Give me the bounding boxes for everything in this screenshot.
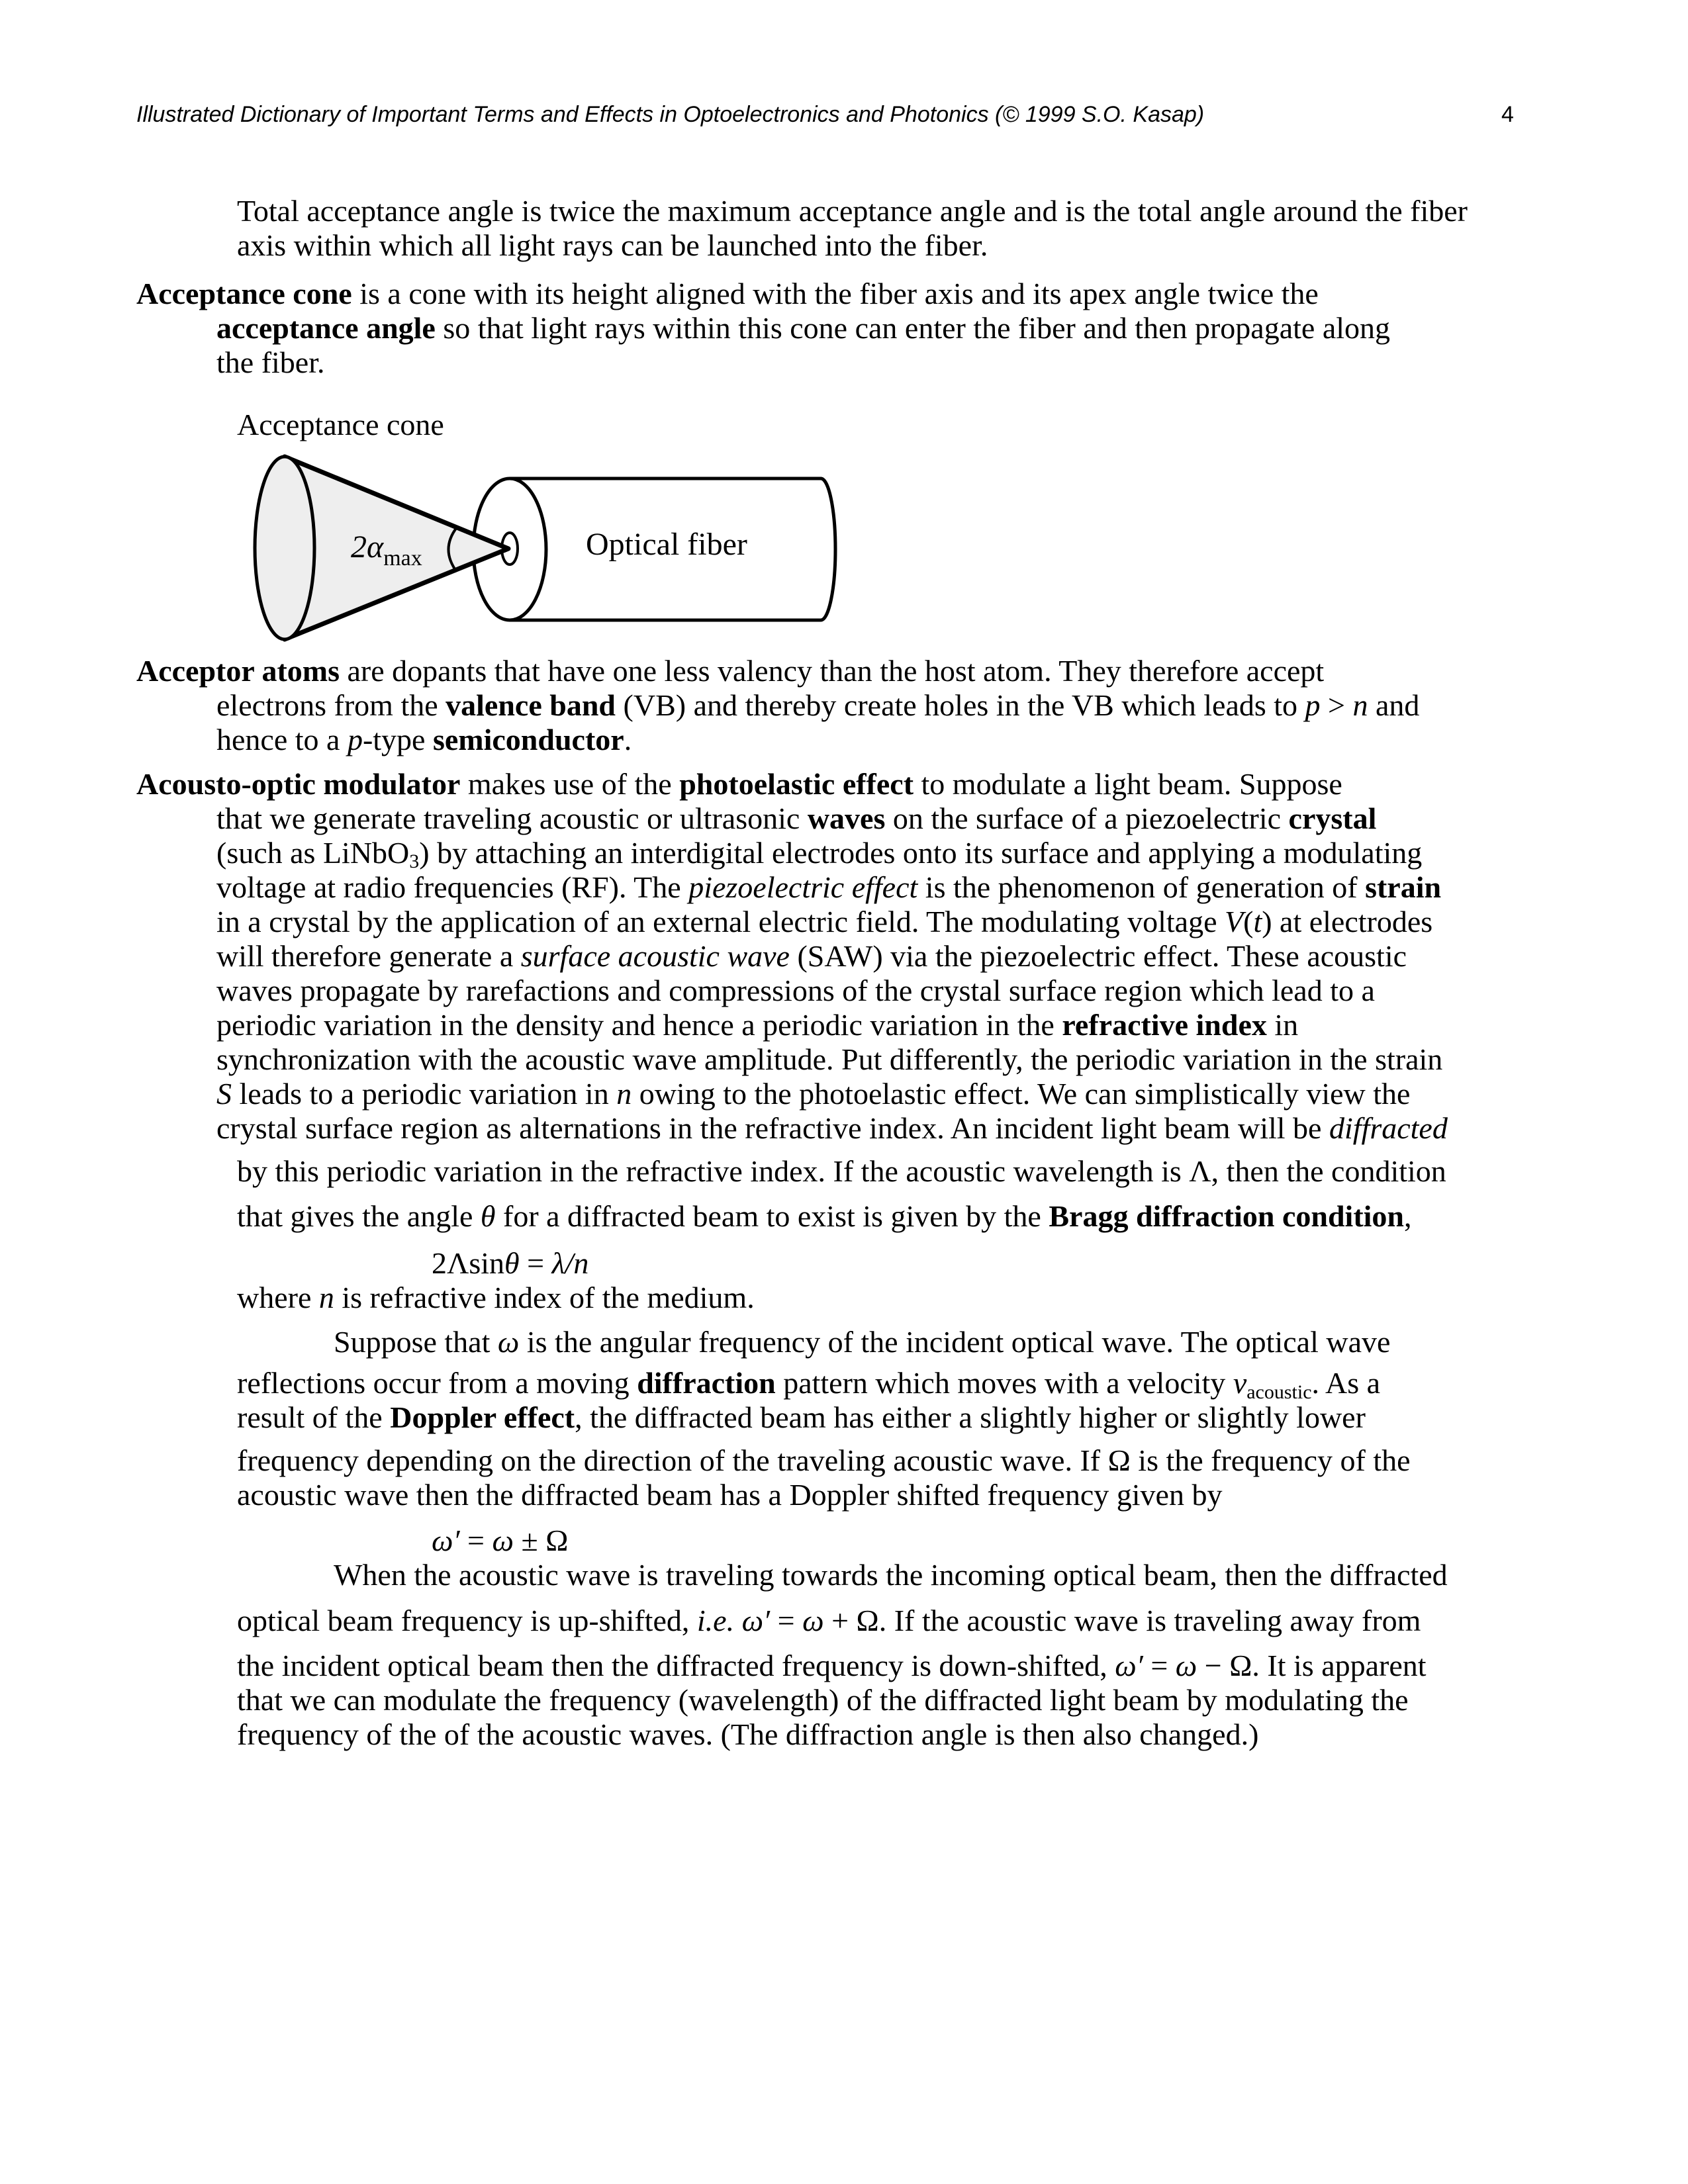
text-run: voltage at radio frequencies (RF). The: [216, 870, 689, 904]
text-run: Suppose that: [334, 1325, 498, 1359]
text-run: frequency depending on the direction of the traveling acoustic wave. If Ω is the frequency of the: [237, 1443, 1411, 1477]
text-line: [237, 1400, 1366, 1435]
italic-text: diffracted: [1329, 1111, 1448, 1145]
italic-text: λ/n: [551, 1246, 589, 1280]
text-run: result of the: [237, 1400, 391, 1434]
text-line: [216, 1042, 1442, 1077]
bold-term: waves: [807, 801, 886, 835]
text-line: [237, 1154, 1446, 1189]
text-run: pattern which moves with a velocity: [775, 1366, 1233, 1400]
bold-term: semiconductor: [432, 723, 624, 756]
text-run: − Ω. It is apparent: [1197, 1649, 1427, 1682]
text-run: =: [459, 1524, 492, 1557]
text-line: [237, 1604, 1421, 1638]
text-run: in: [1266, 1008, 1299, 1042]
bold-term: refractive index: [1062, 1008, 1267, 1042]
subscript: acoustic: [1246, 1381, 1312, 1403]
italic-text: surface acoustic wave: [520, 939, 790, 973]
text-run: hence to a: [216, 723, 348, 756]
italic-text: t: [1253, 905, 1262, 938]
text-line: [216, 688, 1419, 723]
italic-text: θ: [480, 1199, 496, 1233]
text-run: in a crystal by the application of an external electric field. The modulating voltage: [216, 905, 1225, 938]
text-line: [237, 1649, 1427, 1683]
text-run: ) by attaching an interdigital electrodes onto its surface and applying a modulating: [419, 836, 1423, 870]
italic-text: ω′: [432, 1524, 460, 1557]
text-run: [734, 1604, 742, 1637]
text-run: (VB) and thereby create holes in the VB which leads to: [616, 688, 1305, 722]
text-line: [237, 1478, 1222, 1512]
text-run: =: [770, 1604, 803, 1637]
text-run: . As a: [1311, 1366, 1381, 1400]
text-run: acoustic wave then the diffracted beam has a Doppler shifted frequency given by: [237, 1478, 1223, 1512]
text-run: leads to a periodic variation in: [232, 1077, 617, 1111]
text-line: [216, 939, 1407, 974]
text-run: to modulate a light beam. Suppose: [914, 767, 1342, 801]
bold-term: Doppler effect: [390, 1400, 575, 1434]
text-run: waves propagate by rarefactions and compressions of the crystal surface region which lead to a: [216, 974, 1375, 1007]
text-run: electrons from the: [216, 688, 446, 722]
text-line: [237, 1199, 1412, 1234]
text-run: axis within which all light rays can be launched into the fiber.: [237, 228, 988, 262]
text-run: is the angular frequency of the incident optical wave. The optical wave: [519, 1325, 1391, 1359]
text-run: (: [1243, 905, 1254, 938]
italic-text: piezoelectric effect: [688, 870, 918, 904]
text-run: for a diffracted beam to exist is given by the: [495, 1199, 1049, 1233]
italic-text: ω′: [1115, 1649, 1143, 1682]
text-line: [432, 1246, 588, 1281]
cone-base: [255, 457, 314, 639]
text-run: crystal surface region as alternations in the refractive index. An incident light beam will be: [216, 1111, 1329, 1145]
text-run: optical beam frequency is up-shifted,: [237, 1604, 697, 1637]
text-run: ,: [1404, 1199, 1412, 1233]
bold-term: Acceptance cone: [136, 277, 352, 310]
text-line: [216, 1008, 1298, 1042]
bold-term: diffraction: [637, 1366, 776, 1400]
text-line: [334, 1325, 1390, 1359]
text-run: reflections occur from a moving: [237, 1366, 637, 1400]
italic-text: ω: [497, 1325, 520, 1359]
text-run: Total acceptance angle is twice the maximum acceptance angle and is the total angle around the fiber: [237, 194, 1468, 228]
text-run: (such as LiNbO: [216, 836, 410, 870]
bold-term: photoelastic effect: [679, 767, 914, 801]
acceptance-cone-diagram: [0, 0, 1688, 662]
bold-term: acceptance angle: [216, 311, 436, 345]
text-run: synchronization with the acoustic wave amplitude. Put differently, the periodic variation in the strain: [216, 1042, 1443, 1076]
angle-label: $2\alpha_{max}$: [351, 529, 422, 570]
bold-term: strain: [1365, 870, 1442, 904]
bold-term: valence band: [445, 688, 616, 722]
text-run: on the surface of a piezoelectric: [885, 801, 1289, 835]
text-run: (SAW) via the piezoelectric effect. These acoustic: [789, 939, 1407, 973]
italic-text: p: [1305, 688, 1321, 722]
bold-term: crystal: [1288, 801, 1377, 835]
text-run: , the diffracted beam has either a slightly higher or slightly lower: [575, 1400, 1366, 1434]
text-run: that we can modulate the frequency (wavelength) of the diffracted light beam by modulating the: [237, 1683, 1409, 1717]
text-line: [216, 870, 1441, 905]
italic-text: ω: [492, 1524, 514, 1557]
text-run: .: [624, 723, 632, 756]
text-run: that we generate traveling acoustic or ultrasonic: [216, 801, 808, 835]
italic-text: ω′: [741, 1604, 771, 1637]
text-line: [237, 1281, 755, 1315]
text-line: [334, 1558, 1448, 1592]
italic-text: θ: [504, 1246, 520, 1280]
text-run: makes use of the: [460, 767, 680, 801]
text-run: so that light rays within this cone can enter the fiber and then propagate along: [435, 311, 1391, 345]
running-header: Illustrated Dictionary of Important Terms and Effects in Optoelectronics and Photonics (© 1999 S.O. Kasap): [136, 102, 1205, 127]
text-run: by this periodic variation in the refractive index. If the acoustic wavelength is Λ, then the condition: [237, 1154, 1446, 1188]
text-run: is refractive index of the medium.: [334, 1281, 755, 1314]
text-run: where: [237, 1281, 319, 1314]
text-line: [216, 974, 1375, 1008]
figure-caption: Acceptance cone: [237, 408, 444, 441]
italic-text: n: [616, 1077, 632, 1111]
text-run: are dopants that have one less valency than the host atom. They therefore accept: [340, 654, 1325, 688]
text-run: the incident optical beam then the diffracted frequency is down-shifted,: [237, 1649, 1115, 1682]
text-line: [237, 1717, 1258, 1752]
text-run: -type: [362, 723, 433, 756]
text-line: [216, 723, 632, 757]
bold-term: Bragg diffraction condition: [1049, 1199, 1405, 1233]
page-number: 4: [1501, 102, 1514, 127]
subscript: 3: [409, 850, 420, 872]
text-run: is the phenomenon of generation of: [917, 870, 1366, 904]
italic-text: ω: [802, 1604, 824, 1637]
text-line: [136, 767, 1342, 801]
text-line: [432, 1524, 568, 1558]
text-run: and: [1368, 688, 1420, 722]
italic-text: v: [1233, 1366, 1247, 1400]
text-line: [237, 1683, 1409, 1717]
text-run: ± Ω: [513, 1524, 569, 1557]
bold-term: Acousto-optic modulator: [136, 767, 461, 801]
text-line: [216, 836, 1422, 870]
fiber-label: Optical fiber: [586, 527, 747, 562]
text-line: [216, 1077, 1410, 1111]
text-run: When the acoustic wave is traveling towards the incoming optical beam, then the diffracted: [334, 1558, 1448, 1592]
text-line: [216, 1111, 1448, 1146]
italic-text: V: [1225, 905, 1244, 938]
text-run: ) at electrodes: [1262, 905, 1433, 938]
text-run: will therefore generate a: [216, 939, 521, 973]
text-run: is a cone with its height aligned with the fiber axis and its apex angle twice the: [352, 277, 1319, 310]
text-run: periodic variation in the density and hence a periodic variation in the: [216, 1008, 1062, 1042]
text-line: [237, 1443, 1411, 1478]
text-line: [237, 1366, 1381, 1403]
italic-text: n: [318, 1281, 334, 1314]
text-run: that gives the angle: [237, 1199, 481, 1233]
text-run: =: [1143, 1649, 1176, 1682]
text-run: frequency of the of the acoustic waves. (The diffraction angle is then also changed.): [237, 1717, 1259, 1751]
text-run: >: [1320, 688, 1353, 722]
text-run: the fiber.: [216, 345, 325, 379]
text-line: [216, 801, 1376, 836]
text-run: =: [519, 1246, 552, 1280]
italic-text: ω: [1175, 1649, 1197, 1682]
text-line: [216, 905, 1432, 939]
text-run: owing to the photoelastic effect. We can simplistically view the: [632, 1077, 1411, 1111]
bold-term: Acceptor atoms: [136, 654, 340, 688]
italic-text: i.e.: [696, 1604, 735, 1637]
italic-text: p: [347, 723, 363, 756]
italic-text: n: [1352, 688, 1368, 722]
italic-text: S: [216, 1077, 232, 1111]
text-run: + Ω. If the acoustic wave is traveling away from: [823, 1604, 1421, 1637]
text-run: 2Λsin: [432, 1246, 505, 1280]
